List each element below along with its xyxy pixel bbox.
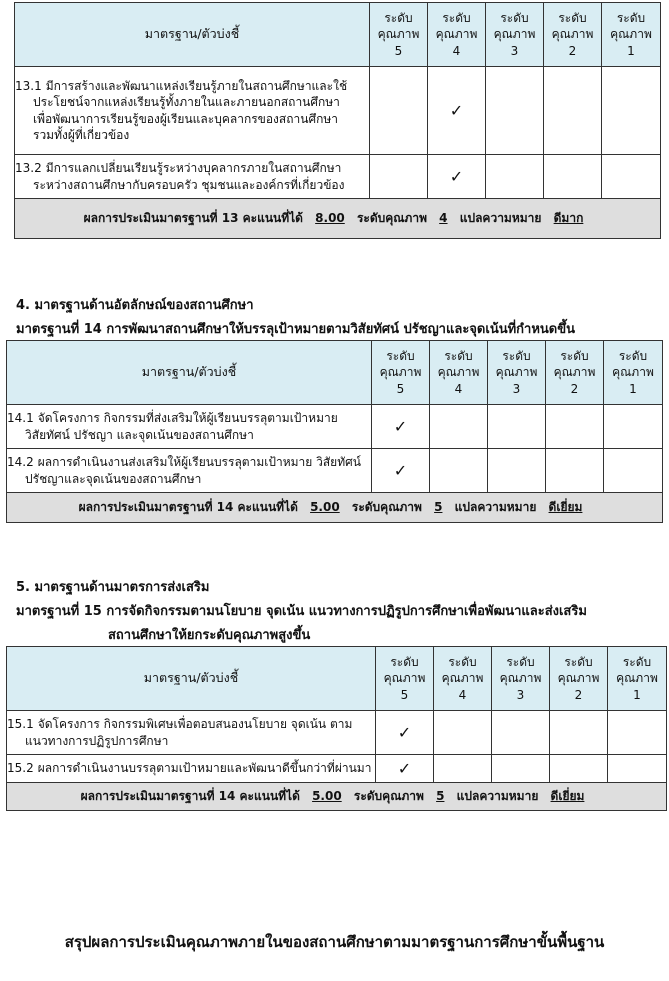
standard-14-table [6,340,663,523]
indicator-13-1: 13.1 มีการสร้างและพัฒนาแหล่งเรียนรู้ภายในสถานศึกษาและใช้ ประโยชน์จากแหล่งเรียนรู้ทั้งภายในและภายนอกสถานศึกษา เพื่อพัฒนาการเรียนรู้ของผู้เรียนและบุคลากรของสถานศึกษา รวมทั้งผู้ที่เกี่ยวข้อง [15,67,370,155]
standard-15-title-continued: สถานศึกษาให้ยกระดับคุณภาพสูงขึ้น [108,628,311,643]
level-4-header: ระดับ คุณภาพ 4 [430,341,488,405]
level-1-header: ระดับ คุณภาพ 1 [608,647,667,711]
check-mark-14-2: ✓ [372,449,430,493]
level-4-header: ระดับ คุณภาพ 4 [428,3,486,67]
level-3-header: ระดับ คุณภาพ 3 [486,3,544,67]
table-row [7,755,667,783]
standard-13-summary: ผลการประเมินมาตรฐานที่ 13 คะแนนที่ได้ 8.00 ระดับคุณภาพ 4 แปลความหมาย ดีมาก [15,199,661,239]
level-1-header: ระดับ คุณภาพ 1 [604,341,663,405]
table-row [7,711,667,755]
level-5-header: ระดับ คุณภาพ 5 [376,647,434,711]
check-mark-15-2: ✓ [376,755,434,783]
indicator-13-2: 13.2 มีการแลกเปลี่ยนเรียนรู้ระหว่างบุคลากรภายในสถานศึกษา ระหว่างสถานศึกษากับครอบครัว ชุมชนและองค์กรที่เกี่ยวข้อง [15,155,370,199]
section-5-heading: 5. มาตรฐานด้านมาตรการส่งเสริม [16,580,210,595]
table-row [7,449,663,493]
table-row [15,155,661,199]
level-5-header: ระดับ คุณภาพ 5 [370,3,428,67]
section-4-heading: 4. มาตรฐานด้านอัตลักษณ์ของสถานศึกษา [16,298,254,313]
table-row [15,67,661,155]
standard-15-title: มาตรฐานที่ 15 การจัดกิจกรรมตามนโยบาย จุดเน้น แนวทางการปฏิรูปการศึกษาเพื่อพัฒนาและส่งเสริม [16,604,587,619]
standard-13-table [14,2,661,239]
standard-14-title: มาตรฐานที่ 14 การพัฒนาสถานศึกษาให้บรรลุเป้าหมายตามวิสัยทัศน์ ปรัชญาและจุดเน้นที่กำหนดขึ้น [16,322,575,337]
standard-15-table [6,646,667,811]
level-3-header: ระดับ คุณภาพ 3 [492,647,550,711]
level-2-header: ระดับ คุณภาพ 2 [550,647,608,711]
check-mark-15-1: ✓ [376,711,434,755]
indicator-15-2: 15.2 ผลการดำเนินงานบรรลุตามเป้าหมายและพัฒนาดีขึ้นกว่าที่ผ่านมา [7,755,376,783]
standard-14-summary: ผลการประเมินมาตรฐานที่ 14 คะแนนที่ได้ 5.00 ระดับคุณภาพ 5 แปลความหมาย ดีเยี่ยม [7,493,663,523]
check-mark-14-1: ✓ [372,405,430,449]
indicator-column-header: มาตรฐาน/ตัวบ่งชี้ [15,3,370,67]
level-1-header: ระดับ คุณภาพ 1 [602,3,661,67]
summary-row [7,783,667,811]
check-mark-13-2: ✓ [428,155,486,199]
level-2-header: ระดับ คุณภาพ 2 [546,341,604,405]
level-2-header: ระดับ คุณภาพ 2 [544,3,602,67]
standard-15-summary: ผลการประเมินมาตรฐานที่ 14 คะแนนที่ได้ 5.00 ระดับคุณภาพ 5 แปลความหมาย ดีเยี่ยม [7,783,667,811]
summary-row [7,493,663,523]
indicator-14-1: 14.1 จัดโครงการ กิจกรรมที่ส่งเสริมให้ผู้เรียนบรรลุตามเป้าหมาย วิสัยทัศน์ ปรัชญา และจุดเน้นของสถานศึกษา [7,405,372,449]
indicator-column-header: มาตรฐาน/ตัวบ่งชี้ [7,341,372,405]
level-4-header: ระดับ คุณภาพ 4 [434,647,492,711]
indicator-15-1: 15.1 จัดโครงการ กิจกรรมพิเศษเพื่อตอบสนองนโยบาย จุดเน้น ตาม แนวทางการปฏิรูปการศึกษา [7,711,376,755]
level-3-header: ระดับ คุณภาพ 3 [488,341,546,405]
indicator-14-2: 14.2 ผลการดำเนินงานส่งเสริมให้ผู้เรียนบรรลุตามเป้าหมาย วิสัยทัศน์ ปรัชญาและจุดเน้นของสถานศึกษา [7,449,372,493]
indicator-column-header: มาตรฐาน/ตัวบ่งชี้ [7,647,376,711]
table-row [7,405,663,449]
check-mark-13-1: ✓ [428,67,486,155]
summary-row [15,199,661,239]
level-5-header: ระดับ คุณภาพ 5 [372,341,430,405]
summary-section-title: สรุปผลการประเมินคุณภาพภายในของสถานศึกษาตามมาตรฐานการศึกษาขั้นพื้นฐาน [64,933,605,951]
